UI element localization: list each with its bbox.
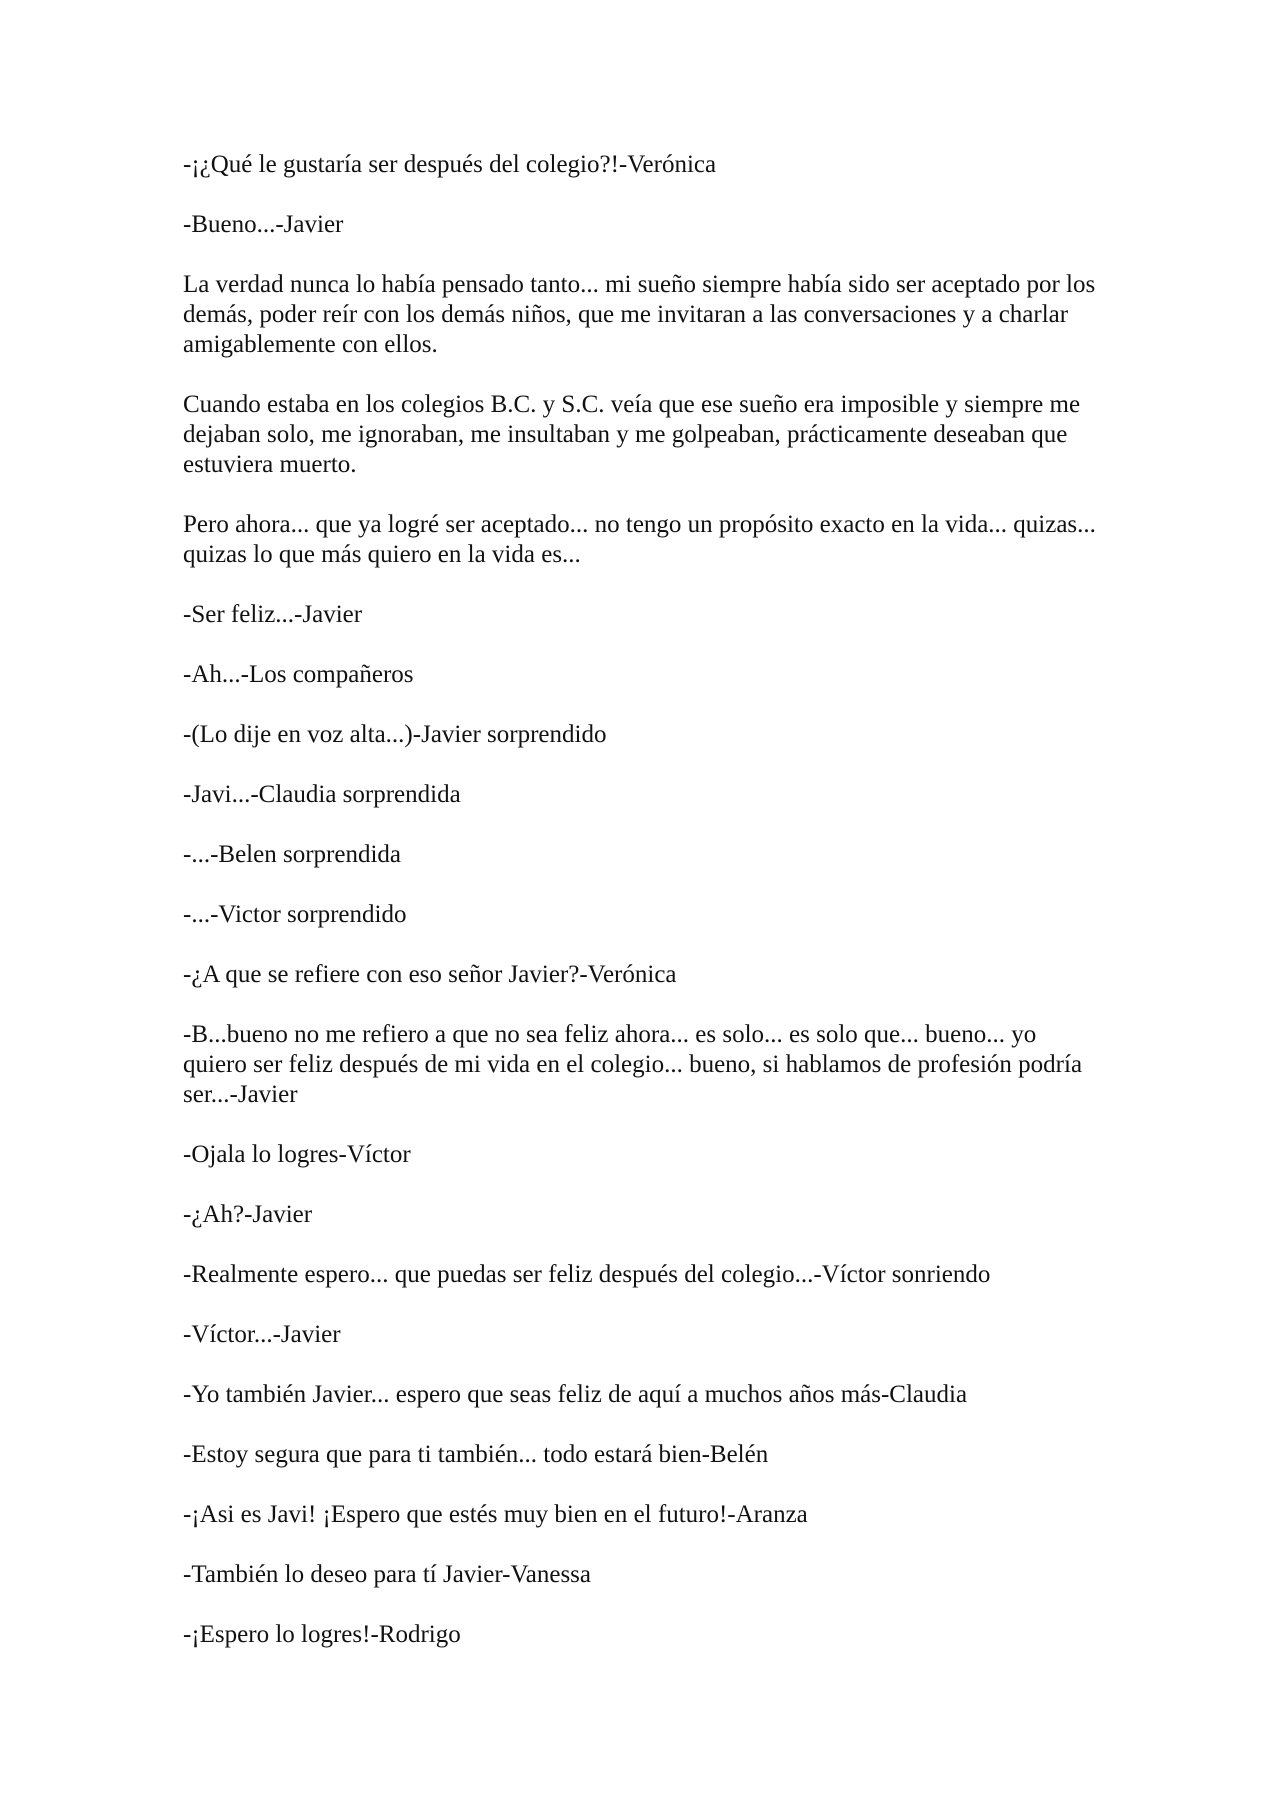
paragraph: Cuando estaba en los colegios B.C. y S.C. veía que ese sueño era imposible y siempre me dejaban solo, me ignoraban, me insultaban y me golpeaban, prácticamente deseaban que estuviera muerto. [183,391,1081,478]
paragraph: -Ojala lo logres-Víctor [183,1141,411,1168]
paragraph: -Estoy segura que para ti también... todo estará bien-Belén [183,1441,769,1468]
paragraph: -(Lo dije en voz alta...)-Javier sorprendido [183,721,607,748]
paragraph: -Ser feliz...-Javier [183,601,363,628]
paragraph: -Realmente espero... que puedas ser feliz después del colegio...-Víctor sonriendo [183,1261,991,1288]
paragraph: -Yo también Javier... espero que seas feliz de aquí a muchos años más-Claudia [183,1381,968,1408]
paragraph: -¿Ah?-Javier [183,1201,313,1228]
paragraph: -¡Asi es Javi! ¡Espero que estés muy bien en el futuro!-Aranza [183,1501,808,1528]
document-text-body [183,150,1103,1680]
paragraph: -Víctor...-Javier [183,1321,341,1348]
paragraph: Pero ahora... que ya logré ser aceptado... no tengo un propósito exacto en la vida... quizas... quizas lo que más quiero en la vida es... [183,511,1096,568]
paragraph: -...-Belen sorprendida [183,841,401,868]
paragraph: -¡Espero lo logres!-Rodrigo [183,1621,461,1648]
paragraph: -Bueno...-Javier [183,211,344,238]
paragraph: -¡¿Qué le gustaría ser después del colegio?!-Verónica [183,151,717,178]
paragraph: -También lo deseo para tí Javier-Vanessa [183,1561,592,1588]
paragraph: La verdad nunca lo había pensado tanto... mi sueño siempre había sido ser aceptado por los demás, poder reír con los demás niños, que me invitaran a las conversaciones y a charlar amigablemente con ellos. [183,271,1096,358]
paragraph: -Ah...-Los compañeros [183,661,414,688]
paragraph: -...-Victor sorprendido [183,901,407,928]
paragraph: -B...bueno no me refiero a que no sea feliz ahora... es solo... es solo que... bueno... yo quiero ser feliz después de mi vida en el colegio... bueno, si hablamos de profesión podría ser...-Javier [183,1021,1083,1108]
paragraph: -Javi...-Claudia sorprendida [183,781,461,808]
paragraph: -¿A que se refiere con eso señor Javier?-Verónica [183,961,677,988]
